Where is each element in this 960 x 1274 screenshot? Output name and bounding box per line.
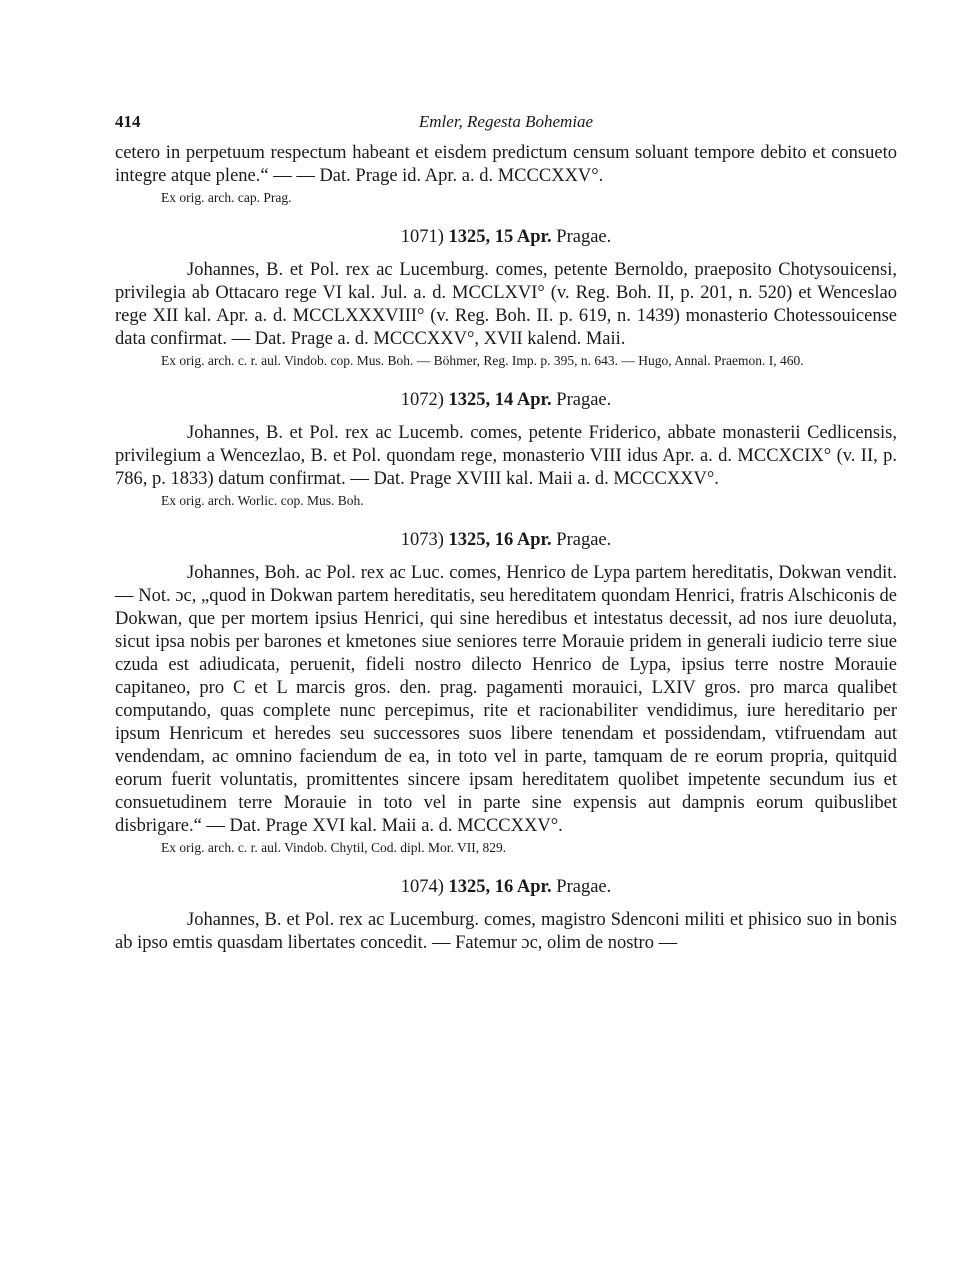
page (115, 112, 897, 955)
entry-heading (115, 528, 897, 552)
entry-place: Pragae. (556, 877, 612, 897)
entry-1074 (115, 875, 897, 955)
entry-number: 1074) (400, 877, 444, 897)
entry-text: Johannes, B. et Pol. rex ac Lucemburg. comes, magistro Sdenconi militi et phisico suo in bonis ab ipso emtis quasdam libertates concedit. — Fatemur ɔc, olim de nostro — (115, 910, 897, 953)
entry-date: 1325, 16 Apr. (448, 877, 552, 897)
entry-place: Pragae. (556, 390, 612, 410)
entry-heading (115, 225, 897, 249)
entry-place: Pragae. (556, 530, 612, 550)
entry-source: Ex orig. arch. Worlic. cop. Mus. Boh. (161, 493, 364, 508)
entry-date: 1325, 15 Apr. (448, 227, 552, 247)
entry-text: Johannes, B. et Pol. rex ac Lucemb. comes, petente Friderico, abbate monasterii Cedlicensis, privilegium a Wencezlao, B. et Pol. quondam rege, monasterio VIII idus Apr. a. d. MCCXCIX° (v. II, p. 786, p. 1833) datum confirmat. — Dat. Prage XVIII kal. Maii a. d. MCCCXXV°. (115, 423, 897, 489)
entry-heading (115, 388, 897, 412)
page-number: 414 (115, 112, 141, 131)
entry-heading (115, 875, 897, 899)
entry-date: 1325, 14 Apr. (448, 390, 552, 410)
entry-text: Johannes, B. et Pol. rex ac Lucemburg. comes, petente Bernoldo, praeposito Chotysouicensi, privilegia ab Ottacaro rege VI kal. Jul. a. d. MCCLXVI° (v. Reg. Boh. II, p. 201, n. 520) et Wenceslao rege XII kal. Apr. a. d. MCCLXXXVIII° (v. Reg. Boh. II. p. 619, n. 1439) monasterio Chotessouicense data confirmat. — Dat. Prage a. d. MCCCXXV°, XVII kalend. Maii. (115, 260, 897, 349)
entry-1071 (115, 225, 897, 370)
entry-number: 1071) (400, 227, 444, 247)
entry-number: 1072) (400, 390, 444, 410)
continuation-block (115, 142, 897, 207)
entry-place: Pragae. (556, 227, 612, 247)
entry-1073 (115, 528, 897, 857)
entry-1072 (115, 388, 897, 510)
entry-date: 1325, 16 Apr. (448, 530, 552, 550)
entry-source: Ex orig. arch. c. r. aul. Vindob. cop. Mus. Boh. — Böhmer, Reg. Imp. p. 395, n. 643. — Hugo, Annal. Praemon. I, 460. (161, 353, 804, 368)
continuation-text: cetero in perpetuum respectum habeant et eisdem predictum censum soluant tempore debito et consueto integre atque plene.“ — — Dat. Prage id. Apr. a. d. MCCCXXV°. (115, 143, 897, 186)
entry-text: Johannes, Boh. ac Pol. rex ac Luc. comes, Henrico de Lypa partem hereditatis, Dokwan vendit. — Not. ɔc, „quod in Dokwan partem hereditatis, seu hereditatem quondam Henrici, fratris Alschiconis de Dokwan, que per mortem ipsius Henrici, qui sine heredibus et intestatus decessit, ad nos iure deuoluta, sicut ipsa nobis per barones et kmetones siue seniores terre Morauie pridem in generali iudicio terre siue czuda est adiudicata, peruenit, fideli nostro dilecto Henrico de Lypa, ipsius terre nostre Morauie capitaneo, pro C et L marcis gros. den. prag. pagamenti morauici, LXIV gros. pro marca qualibet computando, quas complete nunc percepimus, rite et racionabiliter vendidimus, iure hereditario per ipsum Henricum et heredes seu successores suos libere tenendam et possidendam, vtifruendam aut vendendam, ac omnino faciendum de ea, in toto vel in parte, tamquam de re eorum propria, quitquid eorum fuerit voluntatis, promittentes sincere ipsam hereditatem quolibet impetente secundum ius et consuetudinem terre Morauie in toto vel in parte sine expensis aut dampnis eorum quibuslibet disbrigare.“ — Dat. Prage XVI kal. Maii a. d. MCCCXXV°. (115, 563, 897, 836)
continuation-source: Ex orig. arch. cap. Prag. (161, 190, 292, 205)
entry-number: 1073) (400, 530, 444, 550)
page-header (115, 112, 897, 142)
entry-source: Ex orig. arch. c. r. aul. Vindob. Chytil, Cod. dipl. Mor. VII, 829. (161, 840, 507, 855)
running-head: Emler, Regesta Bohemiae (418, 112, 594, 131)
